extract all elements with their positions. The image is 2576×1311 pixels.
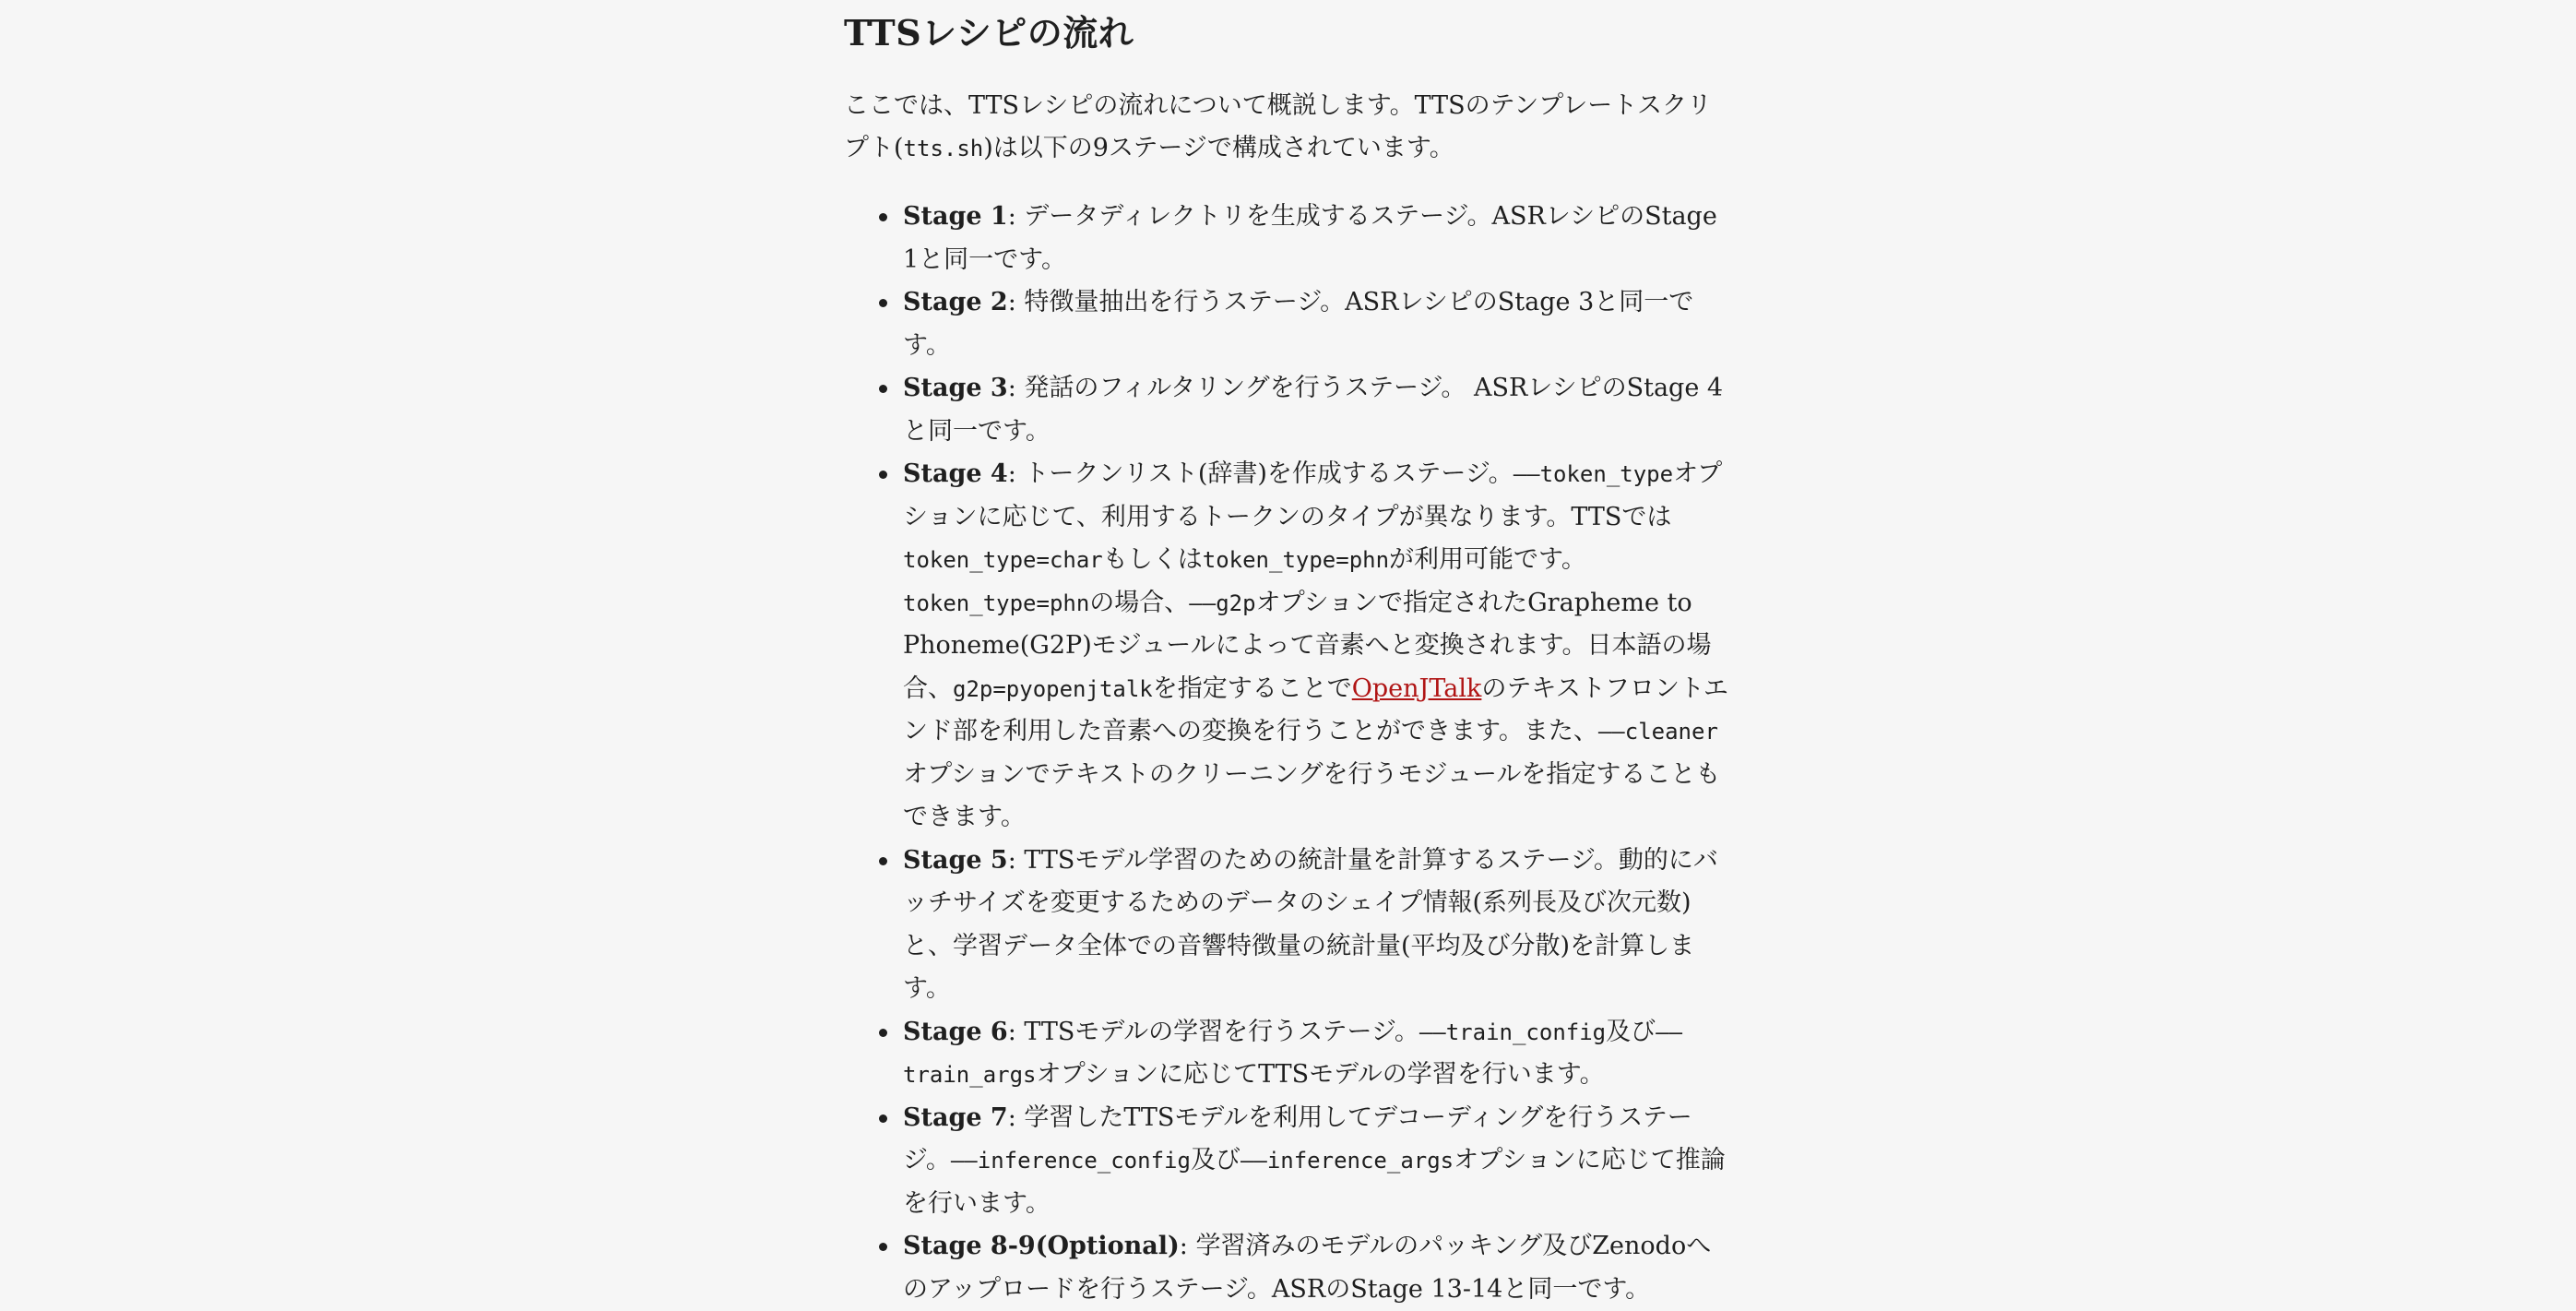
- stage-description: もしくは: [1102, 545, 1203, 574]
- inline-code: token_type=phn: [903, 590, 1090, 616]
- stage-list: [844, 196, 1729, 1311]
- stage-title: Stage 1: [903, 202, 1008, 231]
- stage-description: 及び: [1190, 1146, 1241, 1174]
- stage-description: 及び: [1606, 1017, 1656, 1046]
- stage-title: Stage 8-9(Optional): [903, 1232, 1180, 1260]
- inline-code: token_type=char: [903, 547, 1103, 573]
- stage-description: : トークンリスト(辞書)を作成するステージ。: [1007, 459, 1514, 488]
- inline-code: ––train_args: [903, 1019, 1683, 1088]
- intro-paragraph: [844, 85, 1729, 170]
- stage-item-6: [903, 1011, 1729, 1097]
- stage-description: オプションに応じて推論を行います。: [903, 1146, 1726, 1218]
- stage-item-3: [903, 367, 1729, 453]
- inline-code: ––inference_config: [950, 1148, 1191, 1174]
- stage-item-5: [903, 840, 1729, 1011]
- inline-code: ––g2p: [1189, 590, 1256, 616]
- stage-item-1: [903, 196, 1729, 281]
- stage-description: : 学習済みのモデルのパッキング及びZenodoへのアップロードを行うステージ。ASRのStage 13-14と同一です。: [903, 1232, 1712, 1304]
- stage-title: Stage 5: [903, 845, 1008, 875]
- stage-title: Stage 2: [903, 288, 1008, 316]
- stage-title: Stage 3: [903, 374, 1008, 402]
- inline-code: ––cleaner: [1597, 719, 1718, 745]
- stage-description: : データディレクトリを生成するステージ。ASRレシピのStage 1と同一です。: [903, 202, 1717, 274]
- openjtalk-link[interactable]: OpenJTalk: [1351, 673, 1482, 703]
- stage-title: Stage 7: [903, 1102, 1008, 1132]
- stage-description: : 学習したTTSモデルを利用してデコーディングを行うステージ。: [903, 1102, 1692, 1174]
- stage-title: Stage 6: [903, 1017, 1008, 1046]
- stage-description: オプションで指定されたGrapheme to Phoneme(G2P)モジュールによって音素へと変換されます。日本語の場合、: [903, 588, 1712, 703]
- stage-item-2: [903, 281, 1729, 367]
- stage-title: Stage 4: [903, 459, 1008, 488]
- inline-code: g2p=pyopenjtalk: [953, 675, 1153, 702]
- inline-code: tts.sh: [903, 136, 984, 161]
- stage-description: オプションでテキストのクリーニングを行うモジュールを指定することもできます。: [903, 759, 1721, 831]
- stage-item-4: [903, 453, 1729, 840]
- stage-item-7: [903, 1097, 1729, 1226]
- stage-description: : 特徴量抽出を行うステージ。ASRレシピのStage 3と同一です。: [903, 288, 1694, 360]
- intro-text: )は以下の9ステージで構成されています。: [983, 134, 1454, 162]
- stage-description: オプションに応じてTTSモデルの学習を行います。: [1036, 1060, 1605, 1089]
- inline-code: ––token_type: [1513, 461, 1674, 487]
- stage-description: が利用可能です。: [1389, 545, 1586, 574]
- inline-code: token_type=phn: [1202, 547, 1390, 573]
- page-title: TTSレシピの流れ: [844, 12, 1134, 54]
- inline-code: ––inference_args: [1240, 1148, 1454, 1174]
- stage-description: : TTSモデルの学習を行うステージ。: [1007, 1017, 1419, 1046]
- intro-text: ここでは、TTSレシピの流れについて概説します。TTSのテンプレートスクリプト(: [844, 91, 1712, 162]
- stage-description: の場合、: [1089, 588, 1190, 617]
- stage-description: オプションに応じて、利用するトークンのタイプが異なります。TTSでは: [903, 459, 1723, 531]
- stage-description: を指定することで: [1152, 673, 1352, 703]
- stage-description: : TTSモデル学習のための統計量を計算するステージ。動的にバッチサイズを変更するためのデータのシェイプ情報(系列長及び次元数)と、学習データ全体での音響特徴量の統計量(平均及び分散)を計算します。: [903, 845, 1718, 1003]
- stage-item-8-9: [903, 1225, 1729, 1311]
- stage-description: : 発話のフィルタリングを行うステージ。 ASRレシピのStage 4と同一です。: [903, 374, 1724, 446]
- stage-description: のテキストフロントエンド部を利用した音素への変換を行うことができます。また、: [903, 673, 1728, 745]
- inline-code: ––train_config: [1419, 1019, 1607, 1045]
- article-content: [844, 0, 1729, 1311]
